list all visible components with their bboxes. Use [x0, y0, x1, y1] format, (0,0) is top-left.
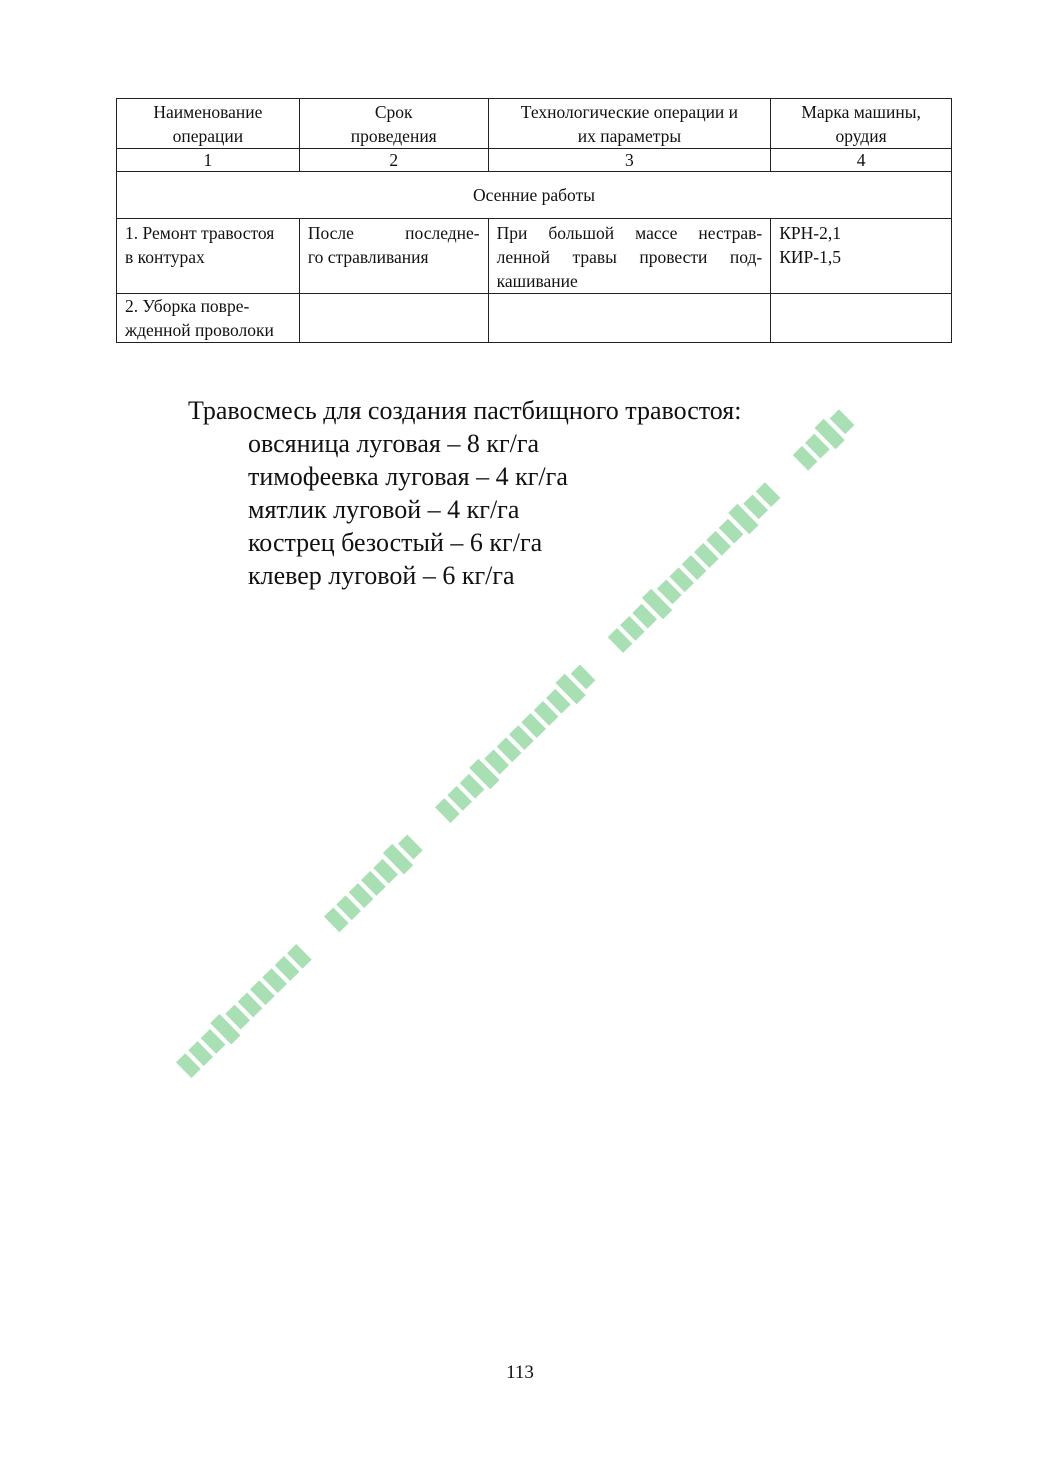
- watermark-glyph: [336, 895, 361, 920]
- column-number: 2: [299, 149, 488, 172]
- section-title: Осенние работы: [117, 172, 952, 219]
- watermark-glyph: [534, 701, 559, 726]
- watermark-glyph: [830, 409, 855, 434]
- watermark-glyph: [447, 786, 472, 811]
- cell-line: КИР-1,5: [779, 247, 841, 267]
- watermark-glyph: [521, 713, 546, 738]
- cell-term: [299, 219, 488, 294]
- header-tech-operations: [488, 99, 771, 149]
- watermark-glyph: [571, 665, 596, 690]
- cell-line: После последне-: [307, 223, 480, 243]
- watermark-glyph: [324, 907, 349, 932]
- cell-machine: [771, 294, 952, 343]
- watermark-glyph: [250, 980, 275, 1005]
- watermark-glyph: [756, 482, 781, 507]
- watermark-glyph: [275, 956, 300, 981]
- cell-line: 1. Ремонт травостоя: [125, 223, 275, 243]
- section-row: [117, 172, 952, 219]
- watermark-glyph: [460, 774, 485, 799]
- list-item: клевер луговой – 6 кг/га: [248, 561, 515, 590]
- column-number-row: [117, 149, 952, 172]
- watermark-glyph: [608, 628, 633, 653]
- header-line: орудия: [835, 125, 887, 146]
- watermark-glyph: [632, 604, 657, 629]
- watermark-glyph: [201, 1029, 226, 1054]
- watermark-glyph: [210, 1014, 240, 1044]
- header-line: Наименование: [153, 101, 263, 122]
- list-item: тимофеевка луговая – 4 кг/га: [248, 462, 568, 491]
- header-line: Технологические операции и: [520, 101, 739, 122]
- cell-line: жденной проволоки: [125, 320, 274, 340]
- header-line: Марка машины,: [801, 101, 921, 122]
- header-line: операции: [172, 125, 244, 146]
- watermark-glyph: [225, 1005, 250, 1030]
- list-item: мятлик луговой – 4 кг/га: [248, 495, 520, 524]
- cell-machine: [771, 219, 952, 294]
- seed-mix-list: [188, 427, 741, 592]
- watermark-glyph: [814, 419, 844, 449]
- header-line: Срок: [374, 101, 413, 122]
- watermark-glyph: [743, 494, 768, 519]
- watermark-glyph: [509, 725, 534, 750]
- list-item: овсяница луговая – 8 кг/га: [248, 429, 540, 458]
- cell-line: При большой массе нестрав-: [496, 223, 763, 243]
- header-line: проведения: [350, 125, 437, 146]
- watermark-glyph: [793, 446, 818, 471]
- header-machine-brand: [771, 99, 952, 149]
- column-number: 4: [771, 149, 952, 172]
- list-item: кострец безостый – 6 кг/га: [248, 528, 543, 557]
- cell-params: [488, 219, 771, 294]
- header-line: их параметры: [577, 125, 682, 146]
- cell-line: 2. Уборка повре-: [125, 296, 250, 316]
- watermark-glyph: [555, 674, 585, 704]
- watermark-glyph: [188, 1041, 213, 1066]
- table-row: [117, 294, 952, 343]
- cell-line: ленной травы провести под-: [496, 247, 763, 267]
- table-header-row: [117, 99, 952, 149]
- watermark-glyph: [620, 616, 645, 641]
- watermark-glyph: [383, 844, 413, 874]
- cell-line: в контурах: [125, 247, 205, 267]
- cell-line: кашивание: [496, 271, 578, 291]
- watermark-glyph: [805, 434, 830, 459]
- watermark-glyph: [435, 798, 460, 823]
- watermark-glyph: [361, 871, 386, 896]
- watermark-glyph: [349, 883, 374, 908]
- column-number: 1: [117, 149, 300, 172]
- header-term: [299, 99, 488, 149]
- watermark-glyph: [238, 993, 263, 1018]
- watermark-glyph: [398, 835, 423, 860]
- table-row: [117, 219, 952, 294]
- header-operation-name: [117, 99, 300, 149]
- watermark-glyph: [176, 1053, 201, 1078]
- cell-operation: [117, 294, 300, 343]
- cell-line: КРН-2,1: [779, 223, 841, 243]
- watermark-glyph: [546, 689, 571, 714]
- cell-line: го стравливания: [307, 247, 429, 267]
- watermark-glyph: [262, 968, 287, 993]
- operations-table: [116, 98, 952, 343]
- cell-term: [299, 294, 488, 343]
- cell-operation: [117, 219, 300, 294]
- watermark-glyph: [287, 944, 312, 969]
- watermark-glyph: [497, 737, 522, 762]
- watermark-glyph: [642, 589, 672, 619]
- seed-mix-block: [188, 394, 741, 592]
- watermark-glyph: [484, 750, 509, 775]
- page-number: 113: [506, 1362, 534, 1383]
- seed-mix-title: Травосмесь для создания пастбищного травостоя:: [188, 396, 742, 425]
- column-number: 3: [488, 149, 771, 172]
- cell-params: [488, 294, 771, 343]
- watermark-glyph: [469, 759, 499, 789]
- watermark-glyph: [373, 859, 398, 884]
